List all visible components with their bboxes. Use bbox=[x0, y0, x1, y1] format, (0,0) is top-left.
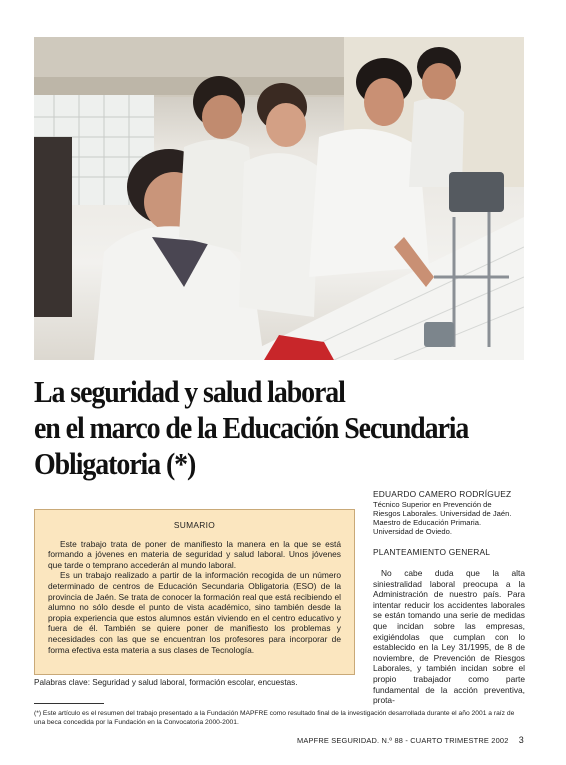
summary-heading: SUMARIO bbox=[173, 520, 216, 530]
article-title bbox=[34, 374, 484, 482]
page-number: 3 bbox=[518, 735, 524, 745]
right-column bbox=[373, 489, 525, 706]
author-name: EDUARDO CAMERO RODRÍGUEZ bbox=[373, 489, 512, 499]
section-body: No cabe duda que la alta siniestralidad laboral preocupa a la Administración de nuestro país. Para intentar reducir los accidentes laborales se están tomando una serie de medidas que incidan sobre las empresas, exigiéndolas que cumplan con lo establecido en la Ley 31/1995, de 8 de noviembre, de Prevención de Riesgos Laborales, y también incidan sobre el propio trabajador como parte fundamental de la acción preventiva, prota- bbox=[373, 568, 525, 706]
affiliation-line: Maestro de Educación Primaria. bbox=[373, 518, 482, 527]
title-line-1: La seguridad y salud laboral bbox=[34, 374, 345, 409]
title-line-3: Obligatoria (*) bbox=[34, 446, 196, 481]
affiliation-line: Técnico Superior en Prevención de bbox=[373, 499, 492, 509]
publication-info: MAPFRE SEGURIDAD. N.º 88 - CUARTO TRIMESTRE 2002 bbox=[297, 736, 509, 745]
summary-paragraph-1: Este trabajo trata de poner de manifiesto la manera en la que se está formando a jóvenes en materia de seguridad y salud laboral. Unos jóvenes que tarde o temprano accederán al mundo laboral. bbox=[48, 538, 341, 570]
affiliation-line: Riesgos Laborales. Universidad de Jaén. bbox=[373, 508, 512, 518]
footnote-divider bbox=[34, 703, 104, 704]
author-affiliation bbox=[373, 500, 525, 537]
laboratory-students-photo bbox=[34, 37, 524, 360]
affiliation-line: Universidad de Oviedo. bbox=[373, 527, 452, 537]
summary-paragraph-2: Es un trabajo realizado a partir de la información recogida de un número determinado de centros de Educación Secundaria Obligatoria (ESO) de la provincia de Jaén. Se trata de conocer la formación real que está recibiendo el alumno no sólo desde el punto de vista académico, sino también desde la propia experiencia que estos alumnos están viviendo en el centro educativo y fuera de él. También se quiere poner de manifiesto los problemas y necesidades con las que se encuentran los profesores para incorporar de forma efectiva esta materia a sus clases de Tecnología. bbox=[48, 570, 341, 655]
section-heading: PLANTEAMIENTO GENERAL bbox=[373, 547, 491, 558]
footnote: (*) Este artículo es el resumen del trabajo presentado a la Fundación MAPFRE como resultado final de la investigación desarrollada durante el año 2001 a raíz de una beca concedida por la Fundación en la Convocatoria 2000-2001. bbox=[34, 710, 515, 726]
keywords: Palabras clave: Seguridad y salud laboral, formación escolar, encuestas. bbox=[34, 678, 298, 687]
summary-box bbox=[34, 509, 355, 675]
page-footer bbox=[297, 735, 524, 745]
article-photo bbox=[34, 37, 524, 360]
title-line-2: en el marco de la Educación Secundaria bbox=[34, 410, 469, 445]
